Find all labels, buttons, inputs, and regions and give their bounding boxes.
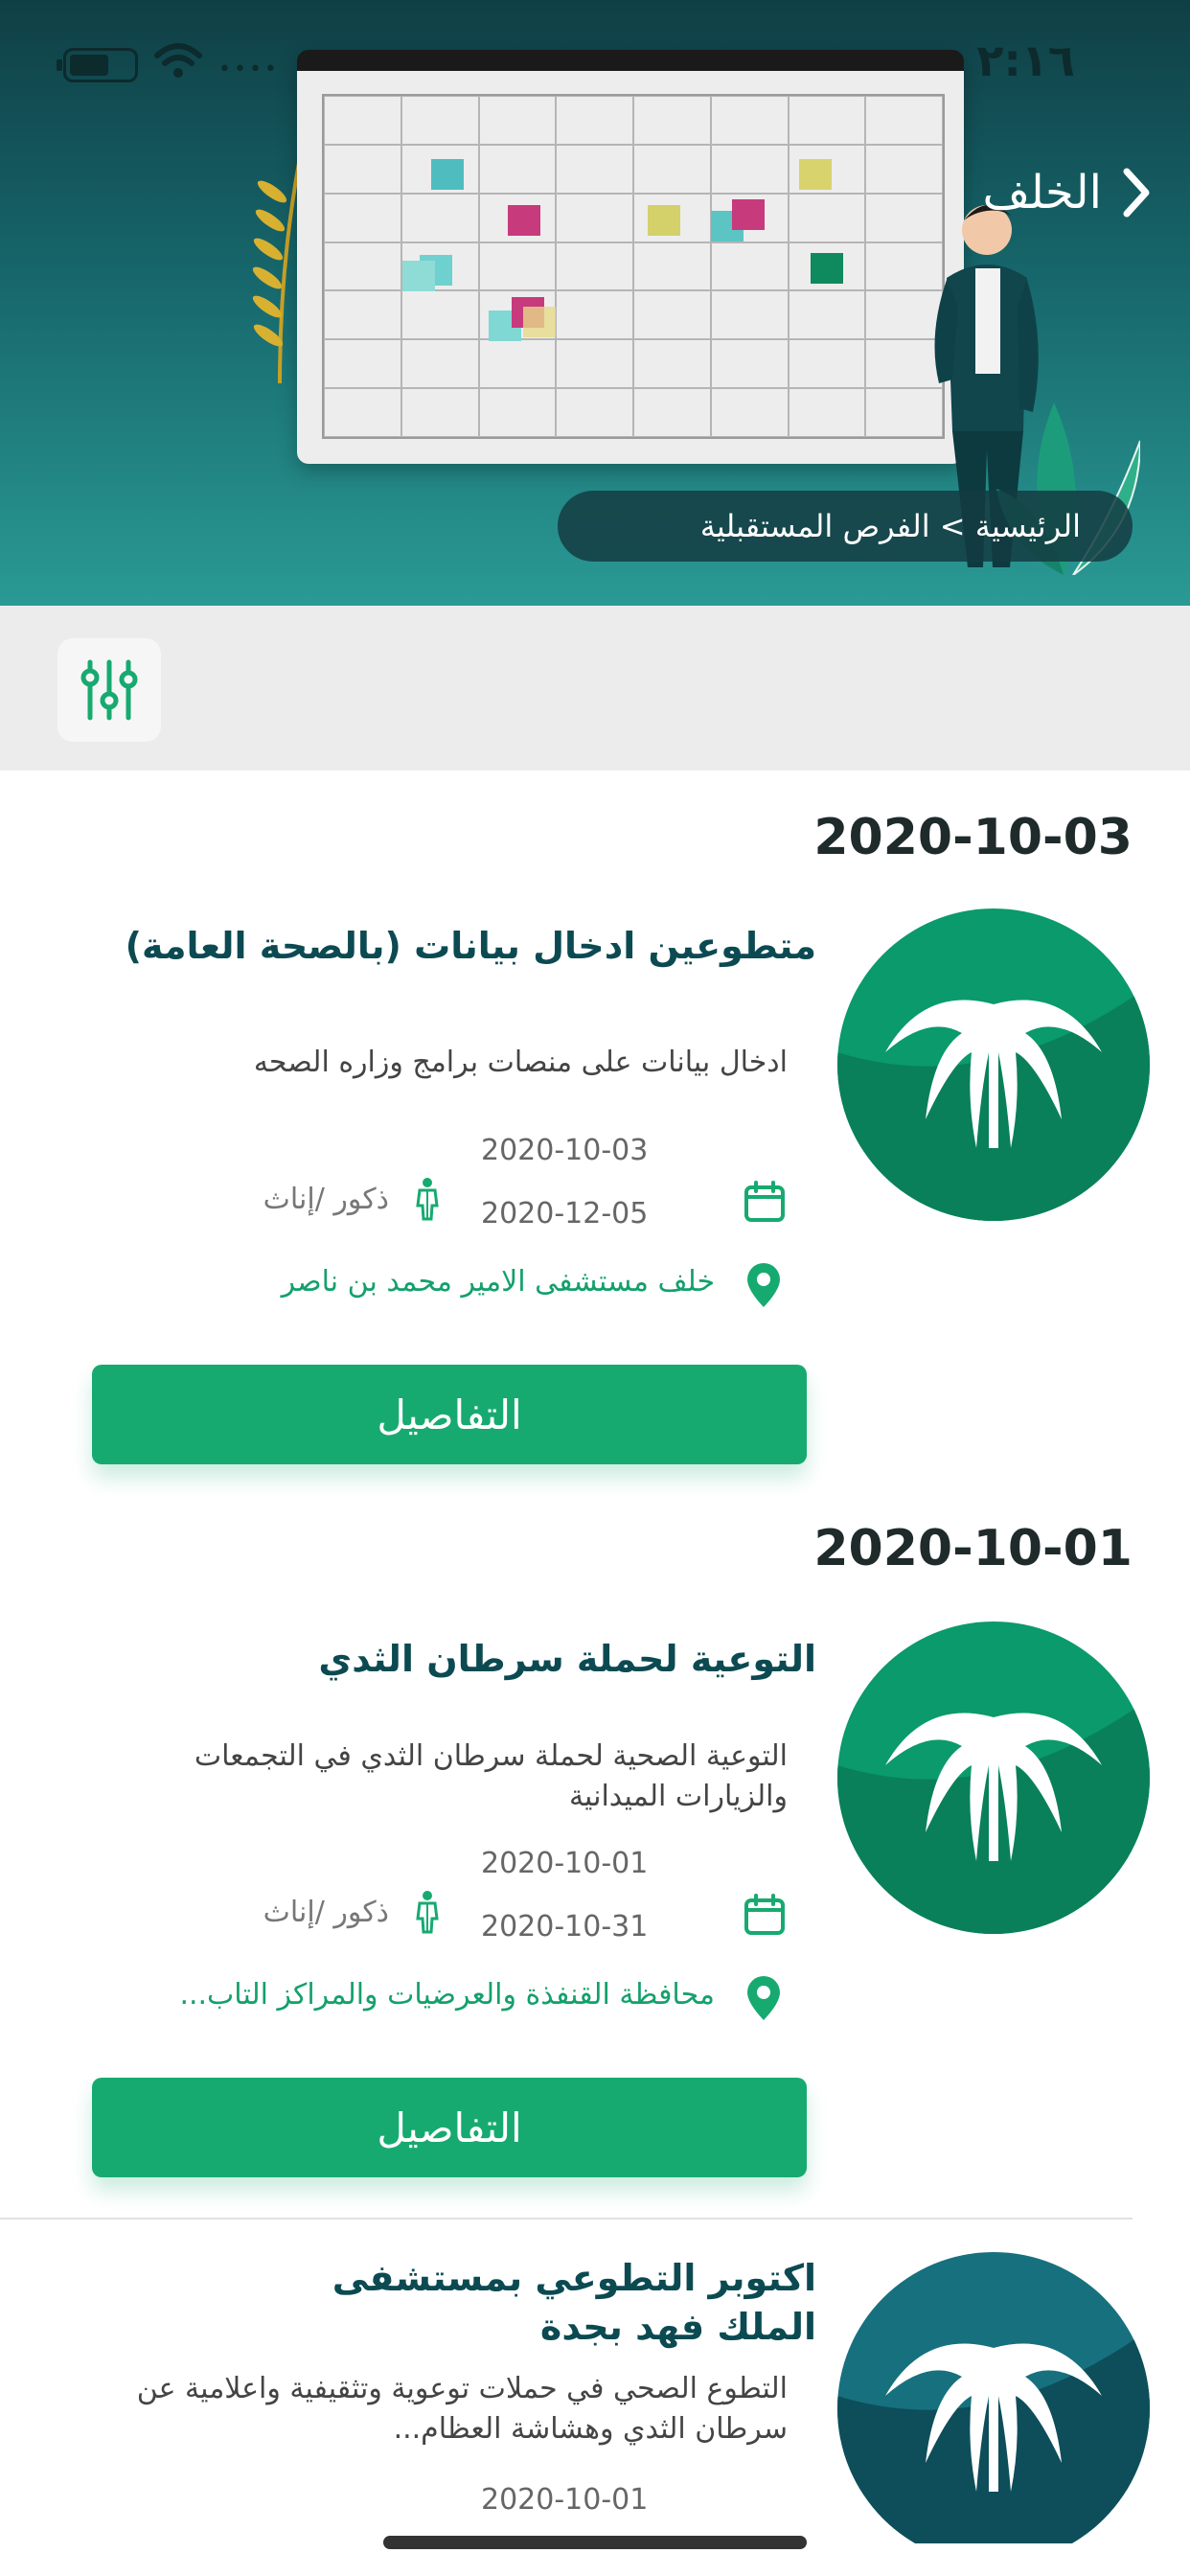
moh-logo-icon [837,1622,1150,1934]
opportunity-title[interactable]: اكتوبر التطوعي بمستشفى الملك فهد بجدة [332,2257,816,2349]
calendar-icon [744,1894,786,1936]
gender-label: ذكور /إناث [263,1895,389,1929]
opportunity-location: محافظة القنفذة والعرضيات والمراكز التاب... [179,1978,715,2012]
end-date: 2020-10-31 [481,1910,649,1944]
calendar-icon [744,1181,786,1223]
location-pin-icon [744,1974,784,2022]
start-date: 2020-10-03 [481,1134,649,1167]
opportunity-description: ادخال بيانات على منصات برامج وزاره الصحه [253,1046,788,1079]
header-banner [0,0,1190,606]
sliders-icon [79,658,140,722]
gender-icon [414,1890,441,1934]
date-heading: 2020-10-03 [813,809,1133,866]
wifi-icon [153,42,203,80]
opportunity-description: التوعية الصحية لحملة سرطان الثدي في التجمعات والزيارات الميدانية [194,1739,788,1813]
date-heading: 2020-10-01 [813,1520,1133,1577]
opportunity-dates [481,1119,721,1246]
calendar-board-illustration [297,50,964,464]
details-button[interactable]: التفاصيل [92,2078,807,2177]
home-indicator[interactable] [383,2536,807,2549]
chevron-right-icon [1117,164,1156,221]
details-button[interactable]: التفاصيل [92,1365,807,1464]
back-button[interactable] [982,159,1156,226]
gender-info [263,1177,441,1221]
signal-icon: •••• [218,58,280,81]
status-time: ٢:١٦ [976,34,1075,86]
status-bar [0,29,1190,96]
opportunity-title[interactable]: التوعية لحملة سرطان الثدي [318,1638,816,1680]
back-label: الخلف [982,166,1102,219]
gender-info [263,1890,441,1934]
gender-label: ذكور /إناث [263,1182,389,1216]
moh-logo-icon [837,2252,1150,2543]
start-date: 2020-10-01 [481,2483,649,2517]
opportunities-list [0,770,1190,2543]
breadcrumb-text: الرئيسية > الفرص المستقبلية [699,508,1081,544]
battery-icon [63,48,138,82]
opportunity-dates [481,2469,721,2532]
opportunity-location: خلف مستشفى الامير محمد بن ناصر [281,1265,715,1299]
location-pin-icon [744,1261,784,1309]
opportunity-dates [481,1832,721,1959]
start-date: 2020-10-01 [481,1847,649,1880]
filter-button[interactable] [57,638,161,742]
opportunity-description: التطوع الصحي في حملات توعوية وتثقيفية واعلامية عن سرطان الثدي وهشاشة العظام... [136,2372,788,2446]
end-date: 2020-12-05 [481,1197,649,1230]
breadcrumb[interactable] [558,491,1133,562]
moh-logo-icon [837,908,1150,1221]
opportunity-title[interactable]: متطوعين ادخال بيانات (بالصحة العامة) [125,925,816,967]
gender-icon [414,1177,441,1221]
filter-bar [0,606,1190,770]
list-divider [0,2218,1133,2220]
